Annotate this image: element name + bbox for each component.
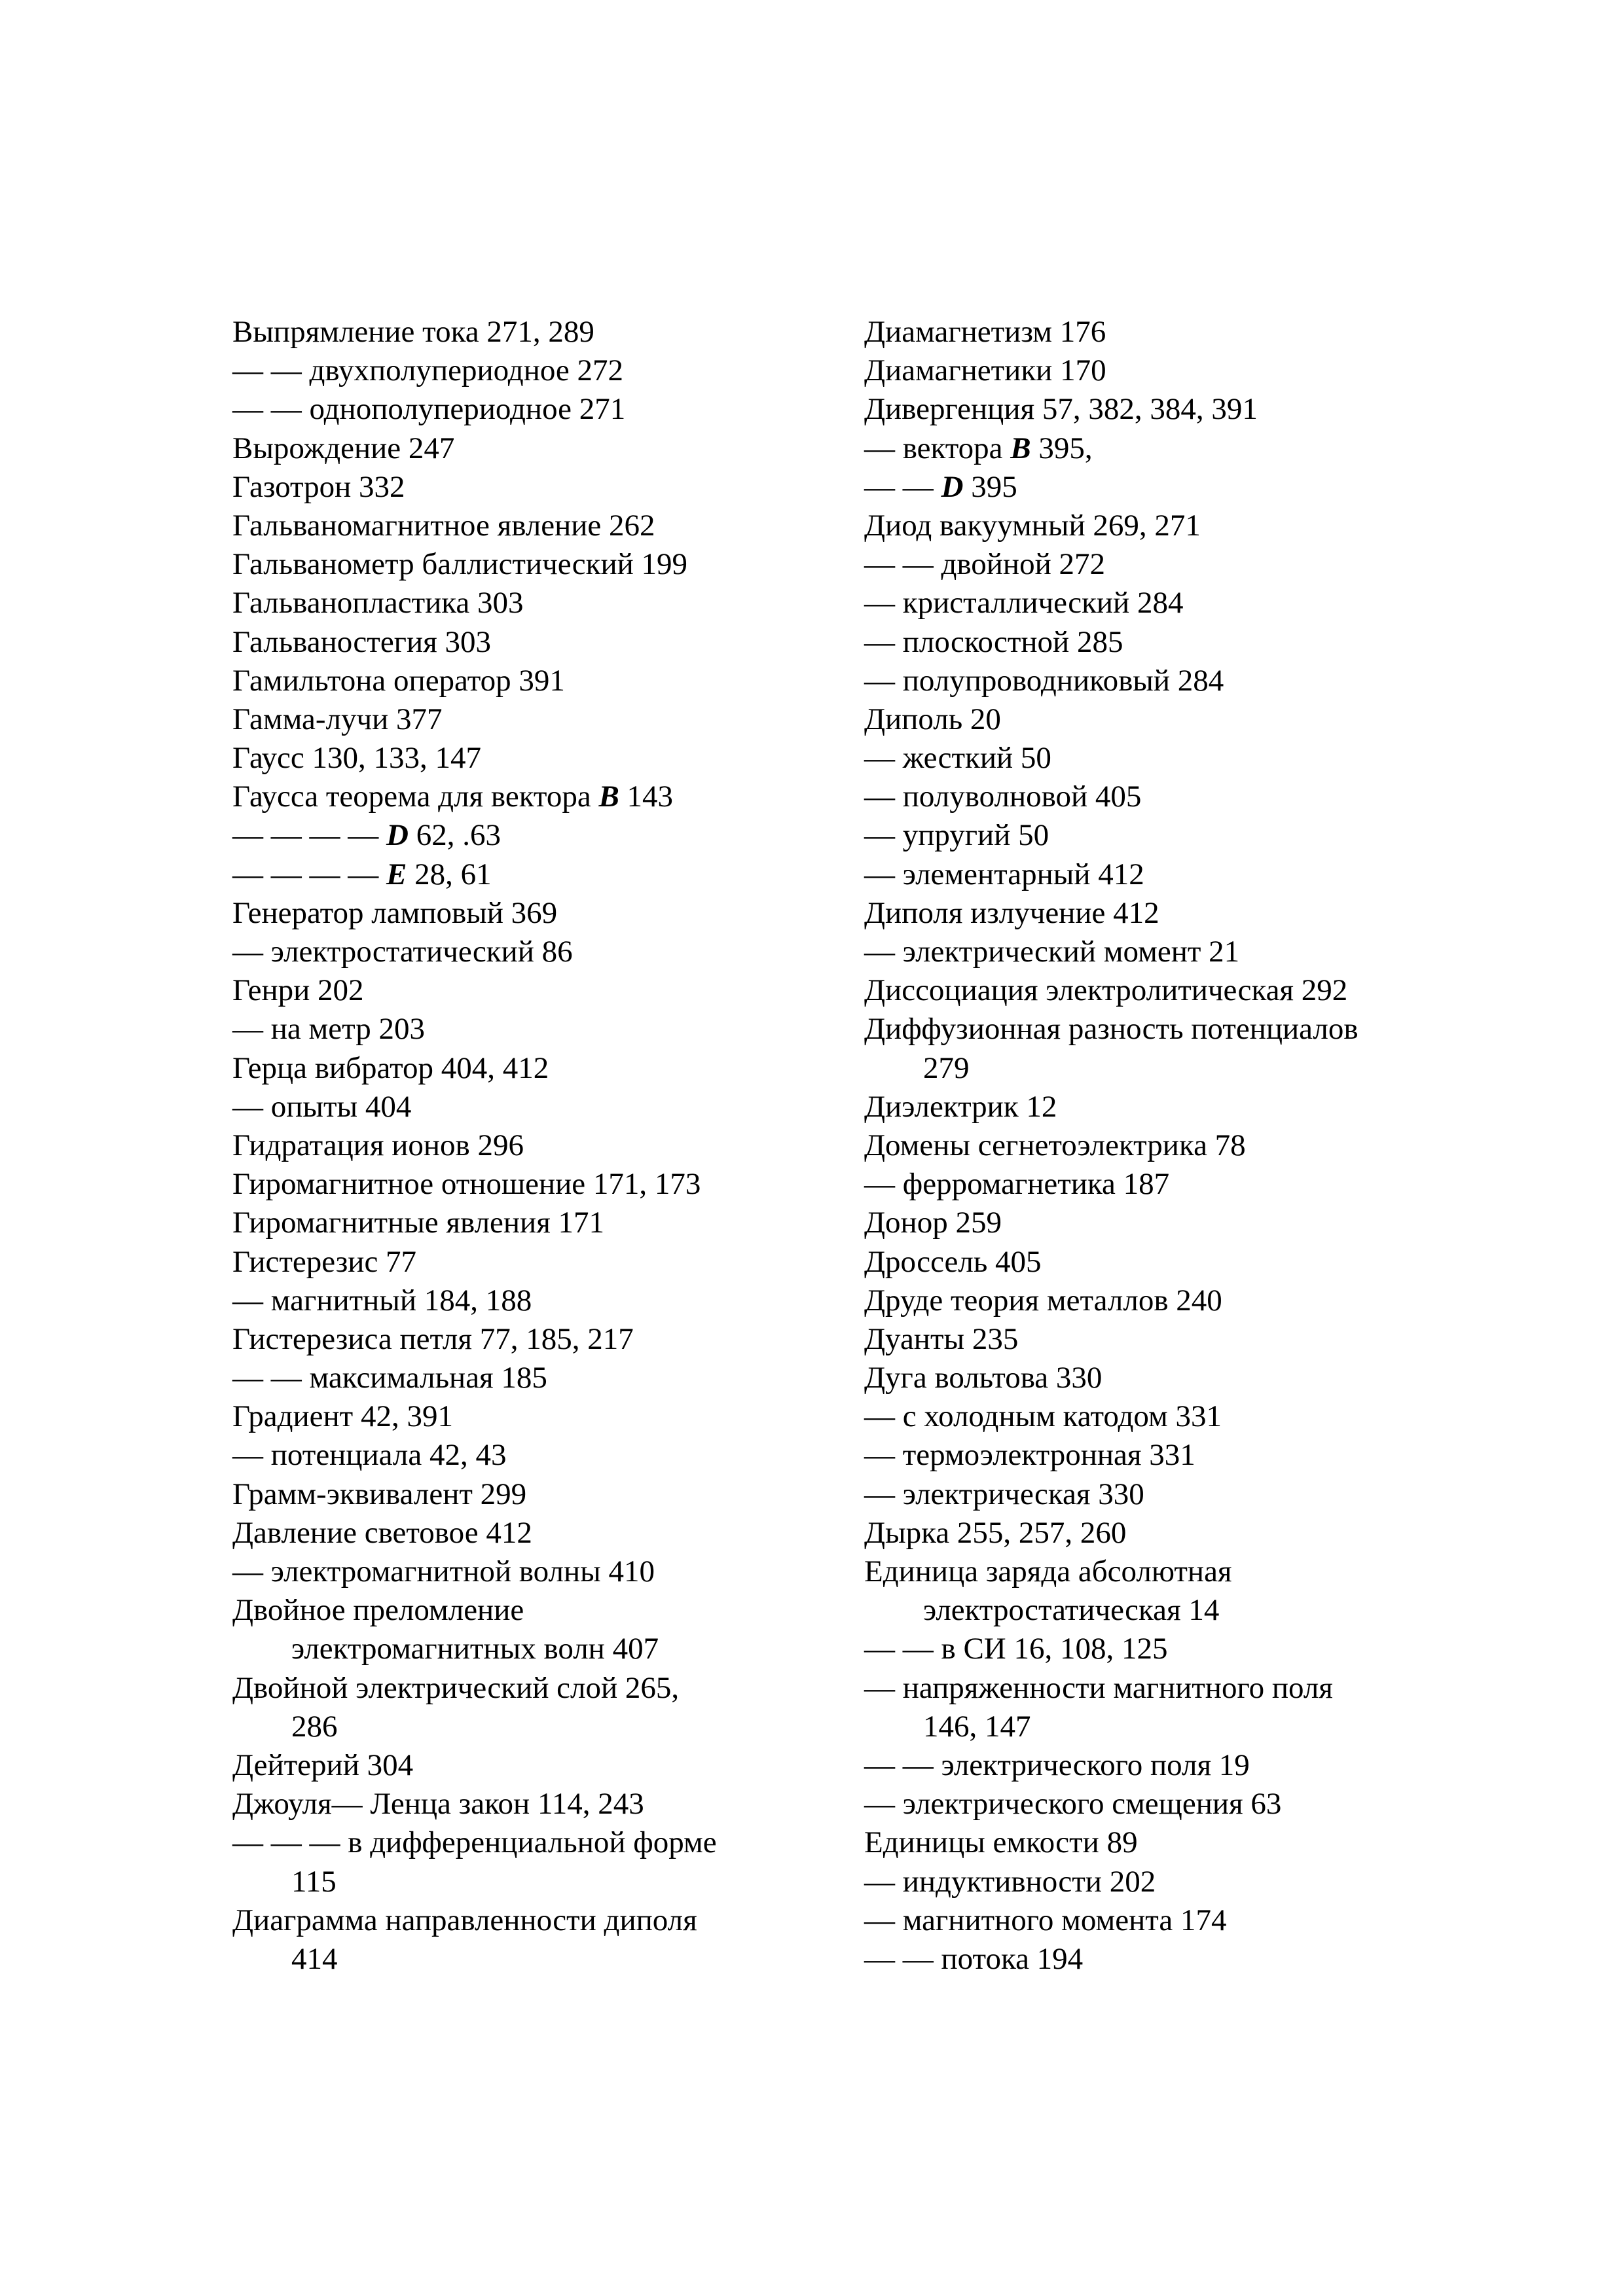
- index-entry: Дейтерий 304: [232, 1748, 414, 1782]
- index-column-right: [864, 313, 1440, 1979]
- index-entry: Гамма-лучи 377: [232, 702, 443, 736]
- index-entry: — кристаллический 284: [864, 586, 1184, 620]
- index-entry: Двойное преломление: [232, 1593, 524, 1628]
- index-entry: Диссоциация электролитическая 292: [864, 973, 1348, 1008]
- entry-text: Гаусса теорема для вектора: [232, 780, 599, 814]
- index-entry: Гальваностегия 303: [232, 624, 491, 659]
- index-entry: — с холодным катодом 331: [864, 1399, 1222, 1434]
- index-entry: — индуктивности 202: [864, 1864, 1156, 1899]
- entry-pages: 395: [963, 469, 1017, 504]
- entry-text: — вектора: [864, 431, 1011, 465]
- index-entry: — электрического смещения 63: [864, 1787, 1282, 1821]
- index-entry: Герца вибратор 404, 412: [232, 1050, 549, 1085]
- index-entry: — магнитного момента 174: [864, 1903, 1227, 1937]
- index-entry: Дуга вольтова 330: [864, 1361, 1103, 1395]
- index-entry: Диамагнетизм 176: [864, 315, 1106, 349]
- index-entry: — элементарный 412: [864, 857, 1144, 891]
- index-entry: Диаграмма направленности диполя: [232, 1903, 697, 1937]
- index-entry: [232, 855, 822, 894]
- index-entry: Генератор ламповый 369: [232, 895, 558, 930]
- index-entry: Грамм-эквивалент 299: [232, 1477, 527, 1511]
- index-entry: Гиромагнитные явления 171: [232, 1206, 605, 1240]
- index-entry: — напряженности магнитного поля: [864, 1670, 1333, 1705]
- index-entry: — — однополупериодное 271: [232, 392, 626, 427]
- index-entry: Гиромагнитное отношение 171, 173: [232, 1167, 701, 1202]
- index-entry: — — в СИ 16, 108, 125: [864, 1632, 1168, 1666]
- index-entry: Гистерезиса петля 77, 185, 217: [232, 1321, 634, 1356]
- index-entry: Гидратация ионов 296: [232, 1128, 524, 1162]
- index-entry: Выпрямление тока 271, 289: [232, 315, 594, 349]
- index-entry: Гистерезис 77: [232, 1244, 417, 1279]
- entry-pages: 395,: [1030, 431, 1093, 465]
- index-entry: — плоскостной 285: [864, 624, 1123, 659]
- index-entry: Диполь 20: [864, 702, 1001, 736]
- index-entry: — потенциала 42, 43: [232, 1438, 507, 1473]
- index-entry: — электростатический 86: [232, 935, 573, 969]
- index-entry: Гамильтона оператор 391: [232, 663, 565, 698]
- index-entry: — — максимальная 185: [232, 1361, 547, 1395]
- index-entry: Диод вакуумный 269, 271: [864, 508, 1201, 543]
- index-entry: Единицы емкости 89: [864, 1825, 1138, 1860]
- index-entry: [232, 816, 822, 855]
- index-entry: Двойной электрический слой 265,: [232, 1670, 680, 1705]
- index-entry-continuation: 286: [291, 1709, 338, 1744]
- index-entry: — на метр 203: [232, 1012, 425, 1047]
- index-entry: Гальванопластика 303: [232, 586, 524, 620]
- index-entry: Донор 259: [864, 1206, 1002, 1240]
- index-entry: Давление световое 412: [232, 1515, 532, 1550]
- index-entry: Гаусс 130, 133, 147: [232, 741, 481, 776]
- index-entry: Домены сегнетоэлектрика 78: [864, 1128, 1246, 1162]
- index-entry: [864, 468, 1440, 507]
- index-entry: [864, 429, 1440, 468]
- index-entry-continuation: 146, 147: [923, 1709, 1031, 1744]
- index-entry: — — электрического поля 19: [864, 1748, 1250, 1782]
- index-entry-continuation: 414: [291, 1941, 338, 1976]
- index-entry: — полупроводниковый 284: [864, 663, 1224, 698]
- index-entry: Дуанты 235: [864, 1321, 1019, 1356]
- index-entry: — электрическая 330: [864, 1477, 1144, 1511]
- index-entry: Диамагнетики 170: [864, 353, 1106, 388]
- index-entry: Дырка 255, 257, 260: [864, 1515, 1127, 1550]
- index-entry: Гальваномагнитное явление 262: [232, 508, 655, 543]
- vector-symbol: B: [598, 780, 619, 814]
- index-entry: — магнитный 184, 188: [232, 1283, 532, 1318]
- index-entry: — полуволновой 405: [864, 780, 1142, 814]
- index-entry: — ферромагнетика 187: [864, 1167, 1170, 1202]
- index-entry: Дроссель 405: [864, 1244, 1042, 1279]
- entry-text: — — — —: [232, 818, 386, 853]
- index-entry: Диполя излучение 412: [864, 895, 1159, 930]
- index-entry: Вырождение 247: [232, 431, 455, 465]
- index-entry: Джоуля— Ленца закон 114, 243: [232, 1787, 644, 1821]
- entry-pages: 28, 61: [407, 857, 492, 891]
- index-entry: — — потока 194: [864, 1941, 1084, 1976]
- index-entry: Газотрон 332: [232, 469, 405, 504]
- entry-text: — — — —: [232, 857, 386, 891]
- index-entry: — — — в дифференциальной форме: [232, 1825, 717, 1860]
- index-entry: — упругий 50: [864, 818, 1049, 853]
- index-entry-continuation: 279: [923, 1050, 970, 1085]
- index-entry-continuation: 115: [291, 1864, 337, 1899]
- entry-pages: 62, .63: [408, 818, 501, 853]
- index-entry: Друде теория металлов 240: [864, 1283, 1222, 1318]
- index-entry: Генри 202: [232, 973, 364, 1008]
- index-entry: — жесткий 50: [864, 741, 1051, 776]
- index-entry: Градиент 42, 391: [232, 1399, 453, 1434]
- vector-symbol: B: [1010, 431, 1031, 465]
- entry-text: — —: [864, 469, 941, 504]
- vector-symbol: E: [386, 857, 407, 891]
- index-entry: Диффузионная разность потенциалов: [864, 1012, 1359, 1047]
- index-entry: — — двухполупериодное 272: [232, 353, 624, 388]
- index-entry: — — двойной 272: [864, 547, 1105, 582]
- index-entry: Дивергенция 57, 382, 384, 391: [864, 392, 1258, 427]
- index-entry: Гальванометр баллистический 199: [232, 547, 688, 582]
- vector-symbol: D: [941, 469, 964, 504]
- index-entry: Единица заряда абсолютная: [864, 1554, 1232, 1588]
- index-entry: — электрический момент 21: [864, 935, 1240, 969]
- index-entry: — опыты 404: [232, 1089, 412, 1124]
- entry-pages: 143: [619, 780, 674, 814]
- vector-symbol: D: [386, 818, 409, 853]
- index-entry-continuation: электромагнитных волн 407: [291, 1632, 659, 1666]
- index-entry: Диэлектрик 12: [864, 1089, 1057, 1124]
- index-entry: — термоэлектронная 331: [864, 1438, 1195, 1473]
- index-column-left: [232, 313, 822, 1979]
- index-entry-continuation: электростатическая 14: [923, 1593, 1220, 1628]
- index-entry: [232, 778, 822, 816]
- index-entry: — электромагнитной волны 410: [232, 1554, 655, 1588]
